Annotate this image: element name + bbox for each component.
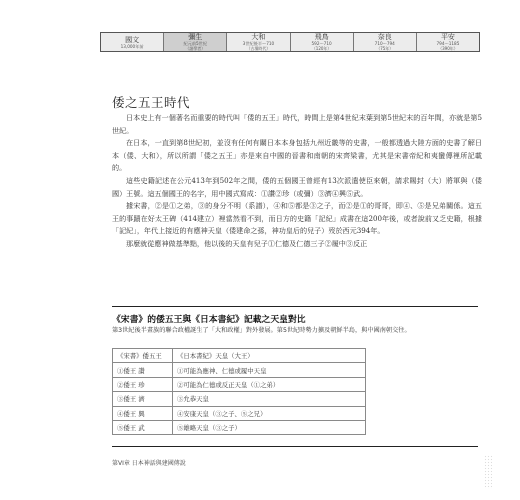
box-bottom-rule xyxy=(112,446,478,447)
table-cell: ①倭王 讚 xyxy=(113,363,173,377)
era-timeline xyxy=(100,32,480,52)
table-header: 《日本書紀》天皇（大王） xyxy=(173,349,366,363)
table-row xyxy=(113,420,366,434)
table-cell: ②可能為仁德或反正天皇（①之弟） xyxy=(173,377,366,391)
page-edge-texture xyxy=(484,455,492,489)
era-note: （古墳時代） xyxy=(246,46,271,51)
table-row xyxy=(113,392,366,406)
paragraph: 這些史籍記述在公元413年到502年之間，倭的五個國王曾經有13次派遣使臣來朝，請求賜封（大）將軍與（倭國）王號。這五個國王的名字，用中國式寫成：①讚②珍（或彌）③濟④興⑤武。 xyxy=(112,175,482,198)
box-description: 第3世紀後半畫族的聯合政權誕生了「大和政權」對外發展。第5世紀時勢力擴及朝鮮半島，與中國南朝交往。 xyxy=(112,327,411,334)
box-top-rule xyxy=(112,306,478,307)
era-dates: 710～794 xyxy=(374,41,395,46)
era-dates: 13,000年前 xyxy=(120,43,144,49)
era-note: （120年） xyxy=(311,46,332,51)
table-cell: ⑤雄略天皇（③之子） xyxy=(173,420,366,434)
table-row xyxy=(113,377,366,391)
era-note: （75年） xyxy=(376,46,394,51)
table-cell: ②倭王 珍 xyxy=(113,377,173,391)
era-cell xyxy=(101,33,164,51)
era-name: 彌生 xyxy=(188,33,203,41)
paragraph: 據宋書，②是①之弟，③的身分不明（系譜），④和⑤都是③之子，而②是①的哥哥，即④、⑤是兄弟關係。這五王的事蹟在好太王碑（414建立）裡當然看不到，而日方的史籍「記紀」成書在這200年後，或者說前又乏史籍，根據「記紀」，年代上接近的有應神天皇（倭建命之孫，神功皇后的兒子）歿於西元394年。 xyxy=(112,201,482,236)
era-cell xyxy=(354,33,417,51)
table-cell: ④安康天皇（③之子、⑤之兄） xyxy=(173,406,366,420)
table-header: 《宋書》倭五王 xyxy=(113,349,173,363)
table-cell: ⑤倭王 武 xyxy=(113,420,173,434)
table-header-row xyxy=(113,349,366,363)
paragraph: 日本史上有一個著名而重要的時代叫「倭的五王」時代，時間上是第4世紀末葉到第5世紀末的百年間，亦就是第5世紀。 xyxy=(112,113,482,135)
comparison-table xyxy=(112,348,366,435)
era-dates: 592～710 xyxy=(311,41,332,46)
era-cell xyxy=(291,33,354,51)
era-note: （390年） xyxy=(438,46,458,51)
body-text xyxy=(112,112,482,251)
era-note: （諸學者） xyxy=(185,46,206,51)
paragraph: 在日本，一直到第8世紀初，並沒有任何有關日本本身包括九州近畿等的史書，一般都透過大陸方面的史書了解日本（倭、大和），所以所謂「倭之五王」亦是來自中國的晉書和南朝的宋齊梁書，尤其是宋書帝紀和夷蠻傳裡所記載的。 xyxy=(112,138,482,173)
era-name: 飛鳥 xyxy=(314,33,329,41)
table-row xyxy=(113,406,366,420)
table-row xyxy=(113,363,366,377)
table-cell: ④倭王 興 xyxy=(113,406,173,420)
paragraph: 那麼就從應神做基準點，他以後的天皇有兒子①仁德及仁德三子②履中③反正 xyxy=(126,238,368,248)
era-cell xyxy=(164,33,227,51)
table-cell: ③允恭天皇 xyxy=(173,392,366,406)
page-footer: 第VI章 日本神話與建國傳說 xyxy=(112,460,186,467)
section-heading: 倭之五王時代 xyxy=(112,95,191,110)
table-cell: ③倭王 濟 xyxy=(113,392,173,406)
era-name: 國文 xyxy=(125,35,140,44)
era-name: 大和 xyxy=(251,33,266,41)
era-dates: 紀元前5世紀 xyxy=(183,41,208,46)
era-name: 奈良 xyxy=(377,33,392,41)
era-cell xyxy=(227,33,290,51)
era-cell xyxy=(417,33,479,51)
era-dates: 794～1185 xyxy=(436,41,460,46)
era-name: 平安 xyxy=(440,33,455,41)
table-cell: ①可能為應神、仁德或履中天皇 xyxy=(173,363,366,377)
box-title: 《宋書》的倭五王與《日本書紀》記載之天皇對比 xyxy=(112,315,306,325)
era-dates: 3世紀後半～710 xyxy=(242,41,275,46)
